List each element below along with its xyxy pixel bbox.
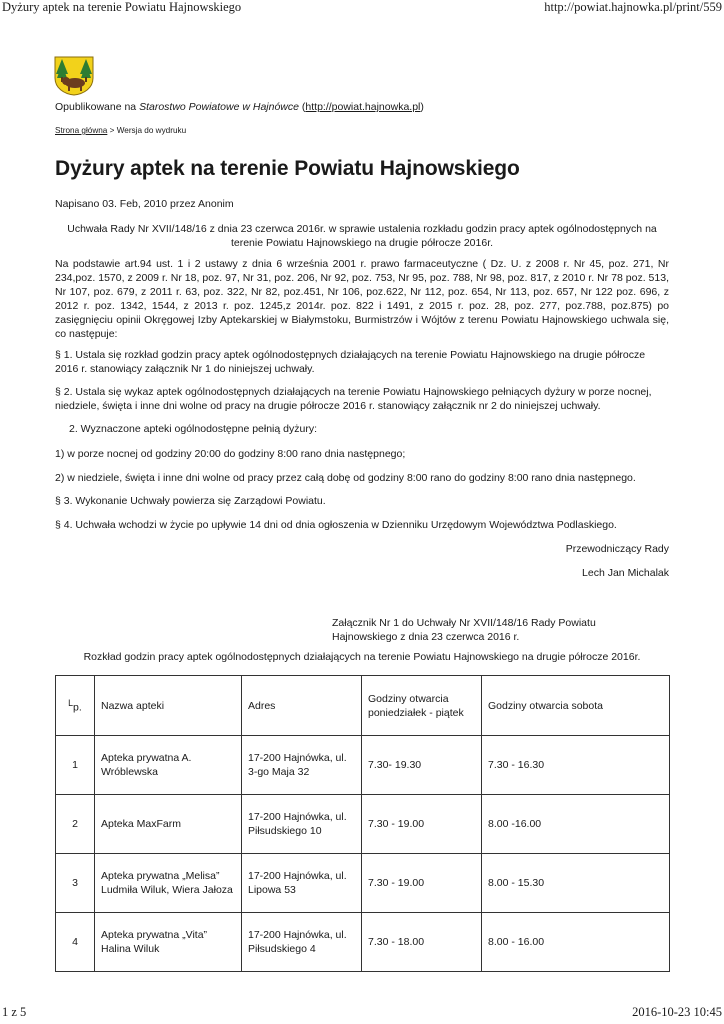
cell-weekday: 7.30 - 19.00 — [362, 854, 482, 913]
cell-weekday: 7.30- 19.30 — [362, 736, 482, 795]
header-name: Nazwa apteki — [95, 676, 242, 736]
print-footer-page: 1 z 5 — [2, 1005, 27, 1019]
signature-name: Lech Jan Michalak — [582, 567, 669, 579]
cell-address: 17-200 Hajnówka, ul. Piłsudskiego 10 — [242, 795, 362, 854]
list-item-1: 1) w porze nocnej od godziny 20:00 do godziny 8:00 rano dnia następnego; — [55, 448, 406, 460]
cell-weekday: 7.30 - 18.00 — [362, 913, 482, 972]
cell-saturday: 8.00 - 16.00 — [482, 913, 670, 972]
paragraph-2: § 2. Ustala się wykaz aptek ogólnodostępnych działających na terenie Powiatu Hajnowskiego pełniących dyżury w porze nocnej, niedziele, święta i inne dni wolne od pracy na drugie półrocze 2016 r. stanowiący załącznik nr 2 do niniejszej uchwały. — [55, 386, 652, 412]
header-lp — [56, 676, 95, 736]
print-header-url: http://powiat.hajnowka.pl/print/559 — [544, 0, 722, 14]
header-lp-sup: L — [68, 698, 74, 709]
published-on — [55, 101, 424, 113]
site-name: Starostwo Powiatowe w Hajnówce — [139, 101, 299, 113]
header-saturday: Godziny otwarcia sobota — [482, 676, 670, 736]
paragraph-3: § 3. Wykonanie Uchwały powierza się Zarządowi Powiatu. — [55, 495, 326, 507]
breadcrumb-home-link[interactable]: Strona główna — [55, 126, 108, 135]
published-prefix: Opublikowane na — [55, 101, 140, 113]
cell-name: Apteka prywatna „Melisa” Ludmiła Wiluk, Wiera Jałoza — [95, 854, 242, 913]
attachment-note: Załącznik Nr 1 do Uchwały Nr XVII/148/16 Rady Powiatu Hajnowskiego z dnia 23 czerwca 2016 r. — [332, 617, 596, 643]
signature-role: Przewodniczący Rady — [565, 543, 669, 555]
list-item-2: 2) w niedziele, święta i inne dni wolne od pracy przez całą dobę od godziny 8:00 rano do godziny 8:00 rano dnia następnego. — [55, 472, 636, 484]
site-url-link[interactable]: http://powiat.hajnowka.pl — [305, 101, 421, 113]
table-row — [56, 913, 670, 972]
cell-name: Apteka MaxFarm — [95, 795, 242, 854]
cell-saturday: 7.30 - 16.30 — [482, 736, 670, 795]
paragraph-2-point-2: 2. Wyznaczone apteki ogólnodostępne pełnią dyżury: — [69, 423, 317, 435]
table-header-row — [56, 676, 670, 736]
legal-basis: Na podstawie art.94 ust. 1 i 2 ustawy z dnia 6 września 2001 r. prawo farmaceutyczne ( Dz. U. z 2008 r. Nr 45, poz. 271, Nr 234,poz. 1570, z 2009 r. Nr 18, poz. 97, Nr 31, poz. 206, Nr 92, poz. 753, Nr 95, poz. 788, Nr 98, poz. 817, z 2010 r. Nr 78 poz. 513, Nr 107, poz. 679, z 2011 r. 63, poz. 322, Nr 82, poz.451, Nr 106, poz.622, Nr 112, poz. 654, Nr 113, poz. 657, Nr 122 poz. 696, z 2012 r. poz. 1342, 1544, z 2013 r. poz. 1245,z 2014r. poz. 822 i 1491, z 2015 r. poz. 28, poz. 277, poz.788, poz.875) po zasięgnięciu opinii Okręgowej Izby Aptekarskiej w Białymstoku, Burmistrzów i Wójtów z terenu Powiatu Hajnowskiego uchwala się, co następuje: — [55, 258, 669, 340]
cell-name: Apteka prywatna „Vita” Halina Wiluk — [95, 913, 242, 972]
paragraph-1: § 1. Ustala się rozkład godzin pracy aptek ogólnodostępnych działających na terenie Powiatu Hajnowskiego na drugie półrocze 2016 r. stanowiący załącznik Nr 1 do niniejszej uchwały. — [55, 349, 646, 375]
cell-address: 17-200 Hajnówka, ul. 3-go Maja 32 — [242, 736, 362, 795]
breadcrumb-current: Wersja do wydruku — [116, 126, 187, 135]
cell-lp: 2 — [56, 795, 95, 854]
coat-of-arms-logo — [53, 56, 95, 96]
header-weekday: Godziny otwarcia poniedziałek - piątek — [362, 676, 482, 736]
published-open-paren: ( — [298, 101, 306, 113]
pharmacy-hours-table — [55, 675, 670, 972]
print-header-title: Dyżury aptek na terenie Powiatu Hajnowskiego — [2, 0, 242, 14]
header-lp-label: p. — [73, 701, 82, 714]
table-row — [56, 795, 670, 854]
paragraph-4: § 4. Uchwała wchodzi w życie po upływie 14 dni od dnia ogłoszenia w Dzienniku Urzędowym Województwa Podlaskiego. — [55, 519, 617, 531]
cell-saturday: 8.00 - 15.30 — [482, 854, 670, 913]
resolution-title: Uchwała Rady Nr XVII/148/16 z dnia 23 czerwca 2016r. w sprawie ustalenia rozkładu godzin pracy aptek ogólnodostępnych na terenie Powiatu Hajnowskiego na drugie półrocze 2016r. — [67, 223, 657, 249]
published-close-paren: ) — [420, 101, 424, 113]
cell-name: Apteka prywatna A. Wróblewska — [95, 736, 242, 795]
cell-lp: 1 — [56, 736, 95, 795]
print-footer-timestamp: 2016-10-23 10:45 — [632, 1005, 722, 1019]
cell-lp: 3 — [56, 854, 95, 913]
cell-lp: 4 — [56, 913, 95, 972]
table-caption: Rozkład godzin pracy aptek ogólnodostępnych działających na terenie Powiatu Hajnowskiego na drugie półrocze 2016r. — [83, 651, 641, 663]
byline: Napisano 03. Feb, 2010 przez Anonim — [55, 198, 234, 210]
breadcrumb — [55, 126, 186, 135]
cell-address: 17-200 Hajnówka, ul. Lipowa 53 — [242, 854, 362, 913]
page-title: Dyżury aptek na terenie Powiatu Hajnowskiego — [55, 157, 520, 180]
header-address: Adres — [242, 676, 362, 736]
cell-saturday: 8.00 -16.00 — [482, 795, 670, 854]
table-row — [56, 736, 670, 795]
table-row — [56, 854, 670, 913]
cell-weekday: 7.30 - 19.00 — [362, 795, 482, 854]
breadcrumb-separator: > — [107, 126, 117, 135]
cell-address: 17-200 Hajnówka, ul. Piłsudskiego 4 — [242, 913, 362, 972]
